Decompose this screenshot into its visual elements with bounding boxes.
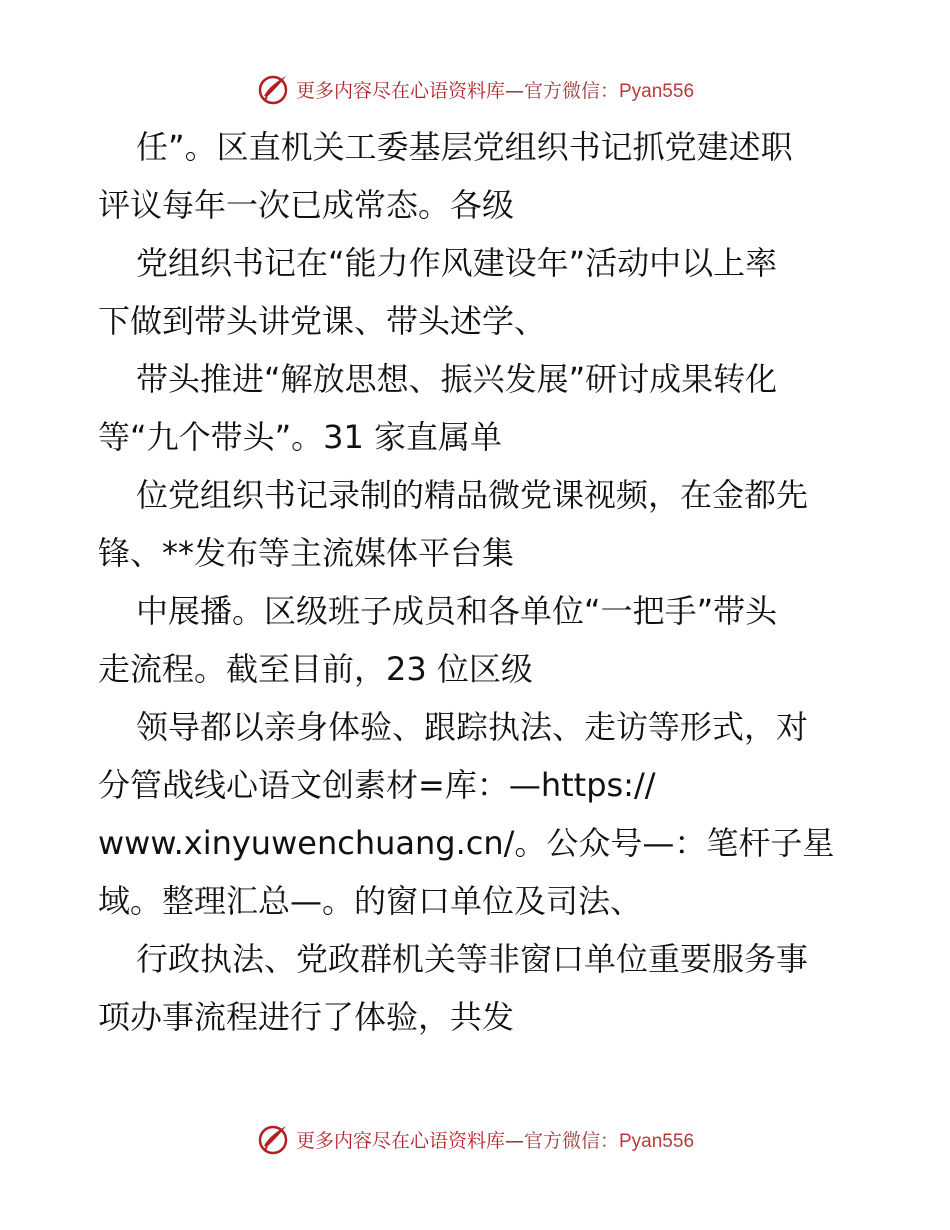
banner-dash: — [504,79,524,102]
body-line: 任”。区直机关工委基层党组织书记抓党建述职 [136,128,793,166]
body-line: 行政执法、党政群机关等非窗口单位重要服务事 [136,940,809,978]
body-line: 等“九个带头”。31 家直属单 [98,418,503,456]
body-line: 党组织书记在“能力作风建设年”活动中以上率 [136,244,778,282]
footer-banner-text [296,1126,694,1153]
body-line: 锋、**发布等主流媒体平台集 [98,534,515,572]
body-line: 项办事流程进行了体验，共发 [98,998,515,1036]
header-banner [0,71,950,107]
body-line: 分管战线心语文创素材=库：—https:// [98,766,656,804]
body-line: 带头推进“解放思想、振兴发展”研讨成果转化 [136,360,778,398]
body-line: 中展播。区级班子成员和各单位“一把手”带头 [136,592,778,630]
body-line: 域。整理汇总—。的窗口单位及司法、 [98,882,643,920]
banner-brand: 更多内容尽在心语资料库 [295,79,505,102]
body-line: 评议每年一次已成常态。各级 [98,186,515,224]
body-line: 领导都以亲身体验、跟踪执法、走访等形式，对 [136,708,809,746]
banner-label: 官方微信： [523,79,619,102]
document-body [98,118,858,1046]
quill-pen-logo-icon [256,1122,290,1156]
body-line: 走流程。截至目前，23 位区级 [98,650,533,688]
banner-brand: 更多内容尽在心语资料库 [295,1129,505,1152]
banner-wechat-id: Pyan556 [619,80,695,102]
body-line: 位党组织书记录制的精品微党课视频，在金都先 [136,476,809,514]
banner-dash: — [504,1129,524,1152]
banner-label: 官方微信： [523,1129,619,1152]
quill-pen-logo-icon [256,72,290,106]
body-line: 下做到带头讲党课、带头述学、 [98,302,547,340]
body-line: www.xinyuwenchuang.cn/。公众号—：笔杆子星 [98,824,835,862]
banner-wechat-id: Pyan556 [619,1130,695,1152]
header-banner-text [296,76,694,103]
footer-banner [0,1121,950,1157]
